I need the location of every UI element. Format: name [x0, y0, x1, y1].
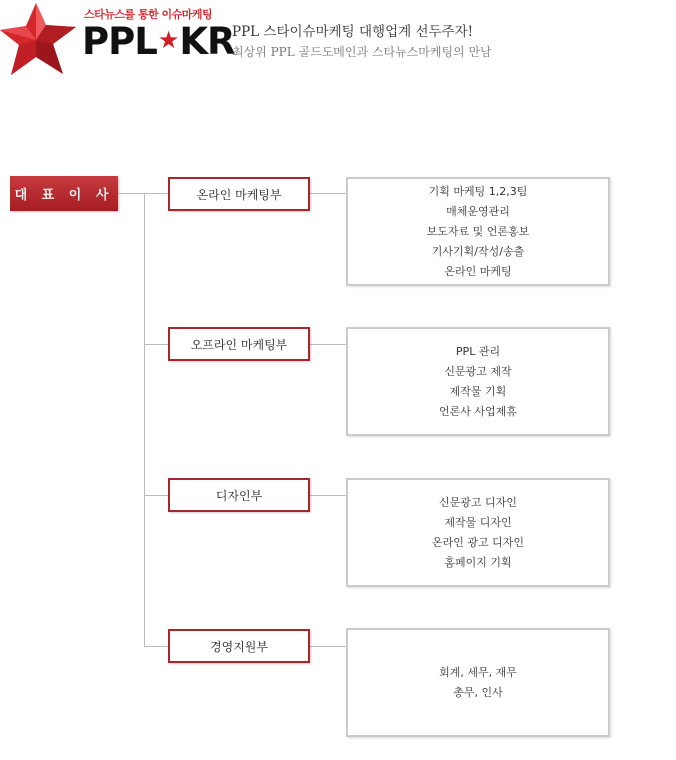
star-logo-icon — [0, 0, 82, 80]
task-box-offline-marketing — [346, 327, 610, 436]
task-item: 언론사 사업제휴 — [439, 404, 517, 418]
task-item: 신문광고 제작 — [444, 364, 512, 378]
connector-ceo — [118, 193, 144, 194]
connector-branch — [144, 646, 168, 647]
connector-branch — [144, 495, 168, 496]
task-item: 기획 마케팅 1,2,3팀 — [428, 184, 528, 198]
dept-design: 디자인부 — [168, 478, 310, 512]
task-item: 기사기획/작성/송출 — [431, 244, 525, 258]
task-box-design — [346, 478, 610, 587]
task-item: 온라인 광고 디자인 — [431, 535, 524, 549]
brand-logo — [82, 18, 235, 64]
task-item: 매체운영관리 — [446, 204, 510, 218]
task-item: 제작물 디자인 — [444, 515, 512, 529]
header-slogan: 스타뉴스를 통한 이슈마케팅 — [84, 8, 213, 21]
brand-right: KR — [179, 20, 235, 63]
task-box-online-marketing — [346, 177, 610, 286]
task-item: 보도자료 및 언론홍보 — [426, 224, 530, 238]
task-item: 제작물 기획 — [449, 384, 507, 398]
task-item: 신문광고 디자인 — [439, 495, 517, 509]
task-item: PPL 관리 — [455, 344, 501, 358]
ceo-box: 대 표 이 사 — [10, 176, 118, 211]
connector-task — [310, 344, 346, 345]
header-tagline: PPL 스타이슈마케팅 대행업계 선두주자! — [232, 24, 474, 40]
brand-left: PPL — [82, 20, 157, 63]
connector-task — [310, 495, 346, 496]
task-item: 홈페이지 기획 — [444, 555, 512, 569]
task-box-management-support — [346, 628, 610, 737]
connector-task — [310, 646, 346, 647]
connector-branch — [144, 344, 168, 345]
task-item: 회계, 세무, 재무 — [439, 665, 517, 679]
task-item: 온라인 마케팅 — [444, 264, 512, 278]
brand-star-icon: ★ — [157, 26, 179, 54]
connector-branch — [144, 193, 168, 194]
task-item: 총무, 인사 — [453, 685, 503, 699]
dept-offline-marketing: 오프라인 마케팅부 — [168, 327, 310, 361]
header-subtagline: 최상위 PPL 골드도메인과 스타뉴스마케팅의 만남 — [232, 45, 492, 59]
connector-trunk — [144, 193, 145, 647]
connector-task — [310, 193, 346, 194]
dept-management-support: 경영지원부 — [168, 629, 310, 663]
dept-online-marketing: 온라인 마케팅부 — [168, 177, 310, 211]
